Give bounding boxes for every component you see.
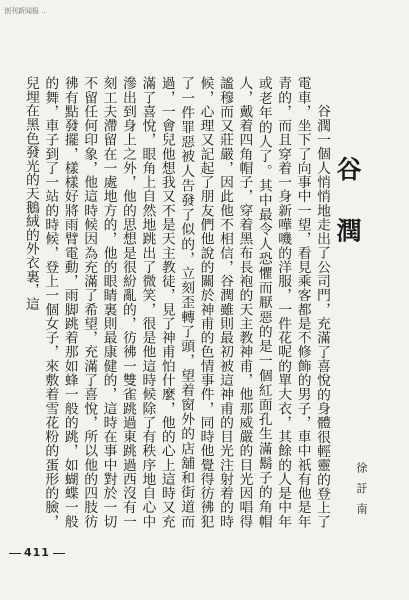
story-body (22, 76, 331, 528)
page-number: 411 (6, 546, 68, 559)
story-title: 谷 潤 (333, 156, 362, 257)
body-paragraph: 谷潤一個人悄悄地走出了公司門，充滿了喜悅的身體很輕靈的登上了電車，坐下了向事中一望，看見乘客都是不修飾的男子，車中祇有他是年青的，而且穿着一身新嘩嘰的洋服，一件花呢的單大衣，其餘的人是中年或老年的人了。其中最令人恐懼而厭惡的是一個紅面孔生滿鬍子的角帽人，戴着四角帽子，穿着黑布長袍的天主教神甫，他那威嚴的目光因唱得謐穆而又莊嚴，因此他不相信，谷潤雖則最初被這神甫的目光注射着的時候，心理又記起了朋友們他說的關於神甫的色情事件，同時他覺得彷彿犯了一件罪惡被人告發了似的，立刻歪轉了頭，望着窗外的店舖和街道而過，一會兒他想我又不是天主教徒，見了神甫怕什麼，他的心上這時又充滿了喜悅，眼角上自然地跳出了微笑，很是他這時候除了有秩序地自心中滲出到身上之外，他的思想是很紛亂的，彷彿一雙雀跳過東跳過西沒有一刻工夫滯留在一處地方的，他的眼睛裏則最康健的，這時在事中對於一切不留任何印象，他這時候因為充滿了希望，充滿了喜悅，所以他的四肢彷彿有點發擺，樣樣好將雨臂電動，雨脚跳着那如蜂一般的跳，如蝴蝶一般的舞，車子到了一站的時候，登上一個女子，來敷着雪花粉的蛋形的臉，兒埋在黑色發光的天鵝絨的外衣裏，這 (22, 76, 330, 528)
watermark-text: 创刊新闻报 .. (4, 7, 46, 15)
author-name: 徐 訏 南 (355, 462, 368, 517)
